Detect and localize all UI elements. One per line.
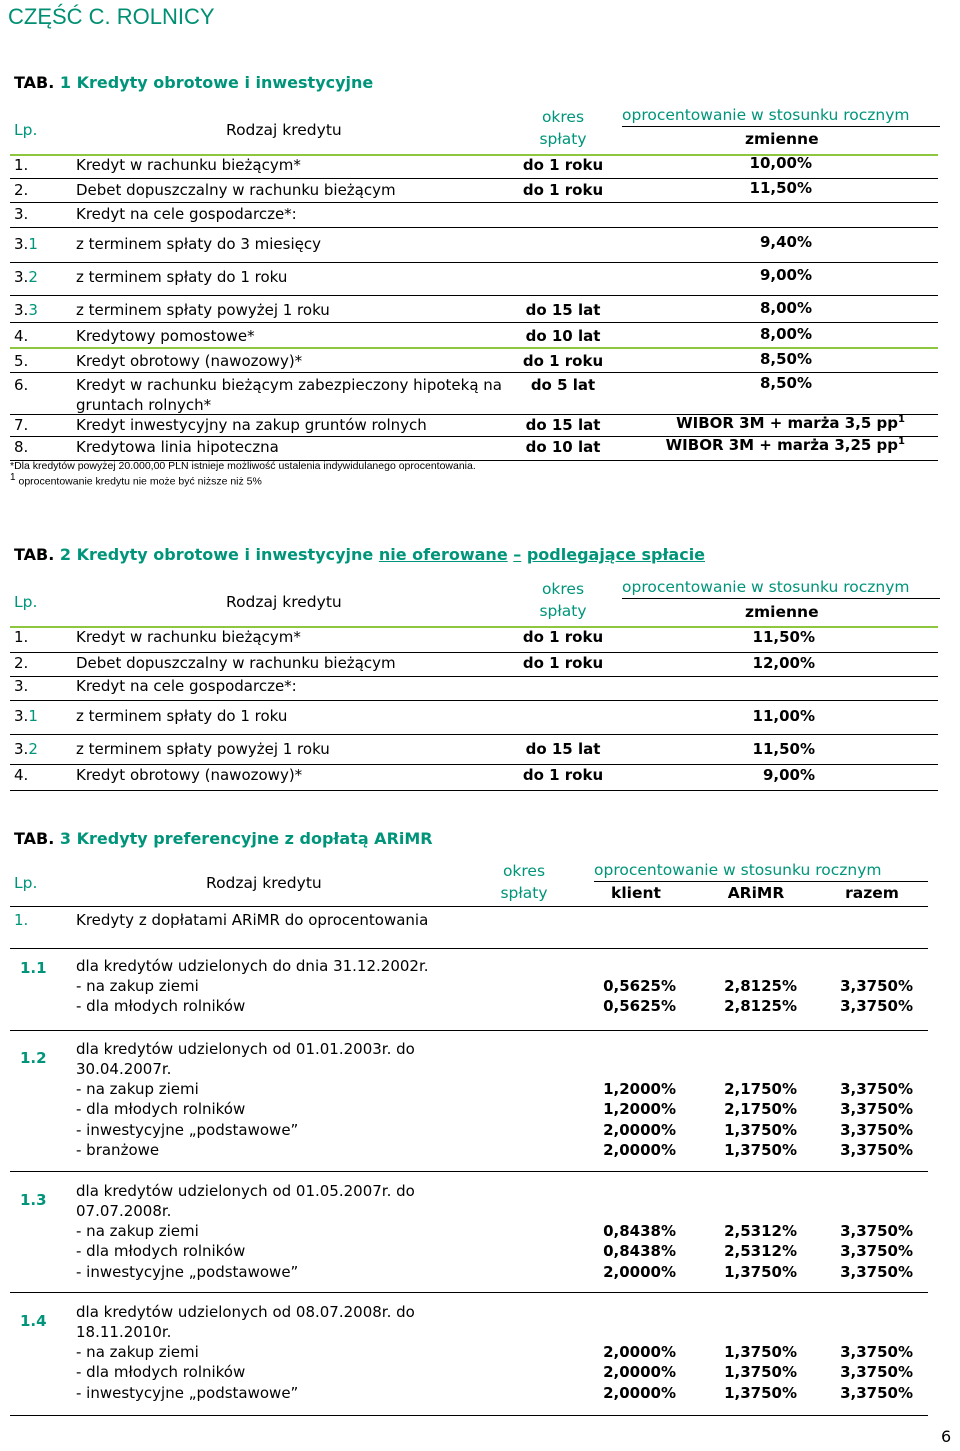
- table2-row-lp: [14, 707, 38, 725]
- table1-row-rate: [760, 299, 812, 317]
- table1-row-lp: [14, 416, 28, 434]
- table1-row-name: Kredytowa linia hipoteczna: [76, 438, 279, 456]
- table1-row-name: gruntach rolnych*: [76, 396, 212, 414]
- table3-item-razem: 3,3750%: [840, 1100, 913, 1119]
- rate-value: 9,00%: [759, 266, 812, 284]
- table2-row-name: z terminem spłaty powyżej 1 roku: [76, 740, 330, 758]
- rate-value: 8,00%: [759, 325, 812, 343]
- table3-item-arimr: 1,3750%: [724, 1140, 797, 1159]
- table3-item-name: - na zakup ziemi: [76, 1080, 199, 1098]
- table3-item-klient: 2,0000%: [603, 1120, 676, 1139]
- table1-row-name: Kredyt w rachunku bieżącym zabezpieczony hipoteką na: [76, 376, 502, 394]
- table1-footnote: *Dla kredytów powyżej 20.000,00 PLN istnieje możliwość ustalenia indywidulanego oprocentowania.: [10, 460, 476, 472]
- table3-item-klient: 1,2000%: [603, 1100, 676, 1119]
- table1-row-name: Kredyt na cele gospodarcze*:: [76, 205, 297, 223]
- table1-row-rate: [760, 350, 812, 368]
- table3-col-okres: spłaty: [500, 884, 548, 902]
- rate-value: WIBOR 3M + marża 3,5 pp: [676, 414, 899, 432]
- lp-main: 3.: [14, 740, 29, 758]
- table1-row-name: Kredyt w rachunku bieżącym*: [76, 156, 301, 174]
- table3-item-arimr: 1,3750%: [724, 1343, 797, 1361]
- table1-row-divider: [10, 372, 938, 373]
- table1-row-lp: [14, 327, 28, 345]
- table1-row-okres: do 10 lat: [525, 438, 601, 456]
- table1-row-okres: do 5 lat: [530, 376, 596, 394]
- table1-row-rate: [666, 436, 905, 454]
- table3-item-name: - na zakup ziemi: [76, 1222, 199, 1240]
- table3-row-lp: 1.: [14, 911, 29, 929]
- table1-row-name: z terminem spłaty do 3 miesięcy: [76, 235, 321, 253]
- table2-col-okres: okres: [541, 580, 585, 598]
- table3-group-heading: dla kredytów udzielonych od 01.01.2003r. do: [76, 1040, 415, 1058]
- table2-row-okres: do 15 lat: [525, 740, 601, 758]
- table3-group-divider: [10, 1030, 928, 1031]
- table1-row-okres: do 10 lat: [525, 327, 601, 345]
- table3-item-razem: 3,3750%: [840, 1242, 913, 1261]
- table3-header-divider: [10, 906, 928, 907]
- table1-row-divider: [10, 322, 938, 323]
- table2-number: 2: [59, 545, 72, 564]
- table1-row-rate: [760, 266, 812, 284]
- table2-row-name: Kredyt na cele gospodarcze*:: [76, 677, 297, 695]
- table1-heading: [14, 73, 373, 92]
- table3-item-klient: 2,0000%: [603, 1140, 676, 1159]
- table1-col-oprocentowanie: oprocentowanie w stosunku rocznym: [622, 106, 910, 124]
- table1-row-name: Kredytowy pomostowe*: [76, 327, 255, 345]
- lp-main: 3.: [14, 677, 29, 695]
- table3-item-arimr: 1,3750%: [724, 1262, 797, 1281]
- table2-row-okres: do 1 roku: [522, 628, 604, 646]
- table1-col-rodzaj: Rodzaj kredytu: [226, 121, 342, 139]
- table3-header-rule: [594, 881, 928, 882]
- table2-title-dash: –: [513, 545, 522, 564]
- table1-row-okres: do 15 lat: [525, 301, 601, 319]
- table2-col-rodzaj: Rodzaj kredytu: [226, 593, 342, 611]
- rate-footnote: 1: [898, 414, 905, 425]
- table3-item-razem: 3,3750%: [840, 1262, 913, 1281]
- table1-col-okres: okres: [541, 108, 585, 126]
- table3-col-oprocentowanie: oprocentowanie w stosunku rocznym: [594, 861, 882, 879]
- lp-main: 8.: [14, 438, 29, 456]
- table1-title: Kredyty obrotowe i inwestycyjne: [76, 73, 374, 92]
- table2-row-divider: [10, 734, 938, 735]
- table1-row-lp: [14, 376, 28, 394]
- lp-main: 4.: [14, 327, 29, 345]
- table2-row-divider: [10, 700, 938, 701]
- table3-col-klient: klient: [611, 884, 661, 902]
- table3-item-name: - dla młodych rolników: [76, 997, 246, 1016]
- table1-row-okres: do 1 roku: [522, 352, 604, 370]
- table2-row-okres: do 1 roku: [522, 654, 604, 672]
- table3-item-klient: 2,0000%: [603, 1383, 676, 1402]
- table3-item-arimr: 2,5312%: [724, 1222, 797, 1240]
- table1-row-name: Kredyt inwestycyjny na zakup gruntów rolnych: [76, 416, 427, 434]
- lp-main: 1.: [14, 628, 29, 646]
- table3-group-divider: [10, 1292, 928, 1293]
- lp-main: 3.: [14, 268, 29, 286]
- table2-row-divider: [10, 790, 938, 791]
- rate-value: 8,00%: [759, 299, 812, 317]
- table3-item-razem: 3,3750%: [840, 1120, 913, 1139]
- table3-item-arimr: 2,8125%: [724, 997, 797, 1016]
- table1-row-lp: [14, 438, 28, 456]
- table1-row-rate: [676, 414, 905, 432]
- lp-main: 2.: [14, 654, 29, 672]
- table3-group-heading: dla kredytów udzielonych do dnia 31.12.2002r.: [76, 957, 429, 975]
- table1-row-rate: [750, 154, 812, 172]
- table2-row-rate: 11,50%: [752, 628, 815, 646]
- table2-header-rule: [622, 598, 940, 599]
- lp-main: 2.: [14, 181, 29, 199]
- lp-main: 3.: [14, 707, 29, 725]
- table3-item-razem: 3,3750%: [840, 1363, 913, 1382]
- table1-row-rate: [760, 233, 812, 251]
- table3-col-arimr: ARiMR: [727, 884, 785, 902]
- table2-title: Kredyty obrotowe i inwestycyjne: [76, 545, 374, 564]
- footnote-marker: 1: [10, 472, 16, 483]
- table1-row-lp: [14, 205, 28, 223]
- table3-item-arimr: 2,8125%: [724, 977, 797, 995]
- rate-value: WIBOR 3M + marża 3,25 pp: [665, 436, 899, 454]
- table1-row-divider: [10, 227, 938, 228]
- table3-item-klient: 1,2000%: [603, 1080, 676, 1098]
- lp-sub: 2: [28, 268, 38, 286]
- table2-col-okres: spłaty: [539, 602, 587, 620]
- rate-value: 10,00%: [749, 154, 812, 172]
- page-number: 6: [941, 1427, 952, 1446]
- table3-item-name: - dla młodych rolników: [76, 1363, 246, 1382]
- table2-row-lp: [14, 766, 28, 784]
- page-title: CZĘŚĆ C. ROLNICY: [8, 4, 215, 29]
- table3-group-heading: dla kredytów udzielonych od 01.05.2007r. do: [76, 1182, 415, 1200]
- table3-group-heading: 18.11.2010r.: [76, 1323, 172, 1341]
- table2-row-rate: 9,00%: [762, 766, 815, 784]
- table2-row-divider: [10, 764, 938, 765]
- table3-number: 3: [59, 829, 72, 848]
- table3-item-name: - inwestycyjne „podstawowe”: [76, 1120, 299, 1139]
- table1-col-lp: Lp.: [14, 121, 38, 139]
- table1-col-zmienne: zmienne: [745, 130, 819, 148]
- table3-title: Kredyty preferencyjne z dopłatą ARiMR: [76, 829, 433, 848]
- table2-row-name: z terminem spłaty do 1 roku: [76, 707, 288, 725]
- table3-item-klient: 0,8438%: [603, 1222, 676, 1240]
- table1-number: 1: [59, 73, 72, 92]
- table3-item-klient: 0,5625%: [603, 997, 676, 1016]
- rate-footnote: 1: [898, 436, 905, 447]
- table2-col-oprocentowanie: oprocentowanie w stosunku rocznym: [622, 578, 910, 596]
- footnote-text: oprocentowanie kredytu nie może być niższe niż 5%: [18, 475, 262, 488]
- table3-item-name: - na zakup ziemi: [76, 977, 199, 995]
- table3-item-klient: 2,0000%: [603, 1262, 676, 1281]
- lp-sub: 3: [28, 301, 38, 319]
- table3-item-name: - inwestycyjne „podstawowe”: [76, 1383, 299, 1402]
- table1-row-divider: [10, 295, 938, 296]
- table3-item-razem: 3,3750%: [840, 1222, 913, 1240]
- table3-col-razem: razem: [845, 884, 899, 902]
- table1-row-rate: [760, 325, 812, 343]
- table2-title-underlined: nie oferowane: [378, 545, 508, 564]
- table3-item-razem: 3,3750%: [840, 977, 913, 995]
- lp-main: 3.: [14, 205, 29, 223]
- table1-row-divider: [10, 347, 938, 349]
- table3-group-lp: 1.4: [20, 1312, 47, 1330]
- lp-main: 1.: [14, 156, 29, 174]
- table1-row-rate: [760, 374, 812, 392]
- table2-row-lp: [14, 654, 28, 672]
- table2-row-name: Debet dopuszczalny w rachunku bieżącym: [76, 654, 396, 672]
- table3-item-arimr: 1,3750%: [724, 1383, 797, 1402]
- table3-item-name: - branżowe: [76, 1140, 160, 1159]
- table1-row-lp: [14, 301, 38, 319]
- table3-group-divider: [10, 1415, 928, 1416]
- table2-row-rate: 11,00%: [752, 707, 815, 725]
- table1-footnote: [10, 472, 262, 488]
- lp-main: 3.: [14, 235, 29, 253]
- table3-item-klient: 0,8438%: [603, 1242, 676, 1261]
- table3-item-name: - dla młodych rolników: [76, 1242, 246, 1261]
- table1-row-name: Kredyt obrotowy (nawozowy)*: [76, 352, 303, 370]
- table1-row-okres: do 1 roku: [522, 156, 604, 174]
- table1-row-name: z terminem spłaty do 1 roku: [76, 268, 288, 286]
- table3-item-name: - na zakup ziemi: [76, 1343, 199, 1361]
- table3-col-lp: Lp.: [14, 874, 38, 892]
- table3-item-klient: 0,5625%: [603, 977, 676, 995]
- table1-row-name: Debet dopuszczalny w rachunku bieżącym: [76, 181, 396, 199]
- table1-row-okres: do 15 lat: [525, 416, 601, 434]
- table1-row-lp: [14, 156, 28, 174]
- lp-main: 4.: [14, 766, 29, 784]
- table2-row-name: Kredyt obrotowy (nawozowy)*: [76, 766, 303, 784]
- table3-item-arimr: 2,1750%: [724, 1100, 797, 1119]
- table2-row-lp: [14, 740, 38, 758]
- lp-main: 6.: [14, 376, 29, 394]
- table3-group-heading: dla kredytów udzielonych od 08.07.2008r. do: [76, 1303, 415, 1321]
- table3-item-razem: 3,3750%: [840, 1383, 913, 1402]
- table1-row-lp: [14, 181, 28, 199]
- table1-row-okres: do 1 roku: [522, 181, 604, 199]
- table3-group-lp: 1.2: [20, 1049, 47, 1067]
- table2-row-lp: [14, 628, 28, 646]
- table2-row-name: Kredyt w rachunku bieżącym*: [76, 628, 301, 646]
- table3-item-arimr: 2,5312%: [724, 1242, 797, 1261]
- lp-sub: 1: [28, 707, 38, 725]
- table3-group-lp: 1.3: [20, 1191, 47, 1209]
- table1-row-rate: [750, 179, 812, 197]
- table2-row-rate: 11,50%: [752, 740, 815, 758]
- table3-col-okres: okres: [502, 862, 546, 880]
- table3-group-heading: 07.07.2008r.: [76, 1202, 172, 1220]
- table1-row-name: z terminem spłaty powyżej 1 roku: [76, 301, 330, 319]
- table3-item-razem: 3,3750%: [840, 1140, 913, 1159]
- table2-prefix: TAB.: [14, 545, 55, 564]
- rate-value: 9,40%: [759, 233, 812, 251]
- rate-value: 8,50%: [759, 350, 812, 368]
- lp-sub: 1: [28, 235, 38, 253]
- table2-row-rate: 12,00%: [752, 654, 815, 672]
- table3-item-razem: 3,3750%: [840, 997, 913, 1016]
- table3-item-klient: 2,0000%: [603, 1363, 676, 1382]
- lp-main: 3.: [14, 301, 29, 319]
- table1-row-lp: [14, 268, 38, 286]
- table3-item-razem: 3,3750%: [840, 1080, 913, 1098]
- table3-item-name: - inwestycyjne „podstawowe”: [76, 1262, 299, 1281]
- table1-col-okres: spłaty: [539, 130, 587, 148]
- rate-value: 8,50%: [759, 374, 812, 392]
- table3-item-klient: 2,0000%: [603, 1343, 676, 1361]
- table3-item-arimr: 1,3750%: [724, 1363, 797, 1382]
- table3-heading: [14, 829, 433, 848]
- table3-prefix: TAB.: [14, 829, 55, 848]
- table2-heading: [14, 545, 705, 564]
- table3-row-name: Kredyty z dopłatami ARiMR do oprocentowania: [76, 911, 429, 929]
- table3-item-razem: 3,3750%: [840, 1343, 913, 1361]
- lp-sub: 2: [28, 740, 38, 758]
- table2-title-underlined: podlegające spłacie: [526, 545, 706, 564]
- table2-row-divider: [10, 652, 938, 653]
- table3-item-name: - dla młodych rolników: [76, 1100, 246, 1119]
- table1-row-lp: [14, 352, 28, 370]
- lp-main: 5.: [14, 352, 29, 370]
- table2-row-lp: [14, 677, 28, 695]
- table3-col-rodzaj: Rodzaj kredytu: [206, 874, 322, 892]
- table1-header-rule: [622, 126, 940, 127]
- rate-value: 11,50%: [749, 179, 812, 197]
- table2-row-okres: do 1 roku: [522, 766, 604, 784]
- table1-row-lp: [14, 235, 38, 253]
- table1-row-divider: [10, 262, 938, 263]
- table1-prefix: TAB.: [14, 73, 55, 92]
- table1-row-divider: [10, 202, 938, 203]
- table3-group-lp: 1.1: [20, 959, 47, 977]
- table3-item-arimr: 1,3750%: [724, 1120, 797, 1139]
- lp-main: 7.: [14, 416, 29, 434]
- table2-col-lp: Lp.: [14, 593, 38, 611]
- table2-col-zmienne: zmienne: [745, 603, 819, 621]
- table3-item-arimr: 2,1750%: [724, 1080, 797, 1098]
- table3-group-divider: [10, 1171, 928, 1172]
- table3-group-heading: 30.04.2007r.: [76, 1060, 172, 1078]
- table3-row-divider: [10, 948, 928, 949]
